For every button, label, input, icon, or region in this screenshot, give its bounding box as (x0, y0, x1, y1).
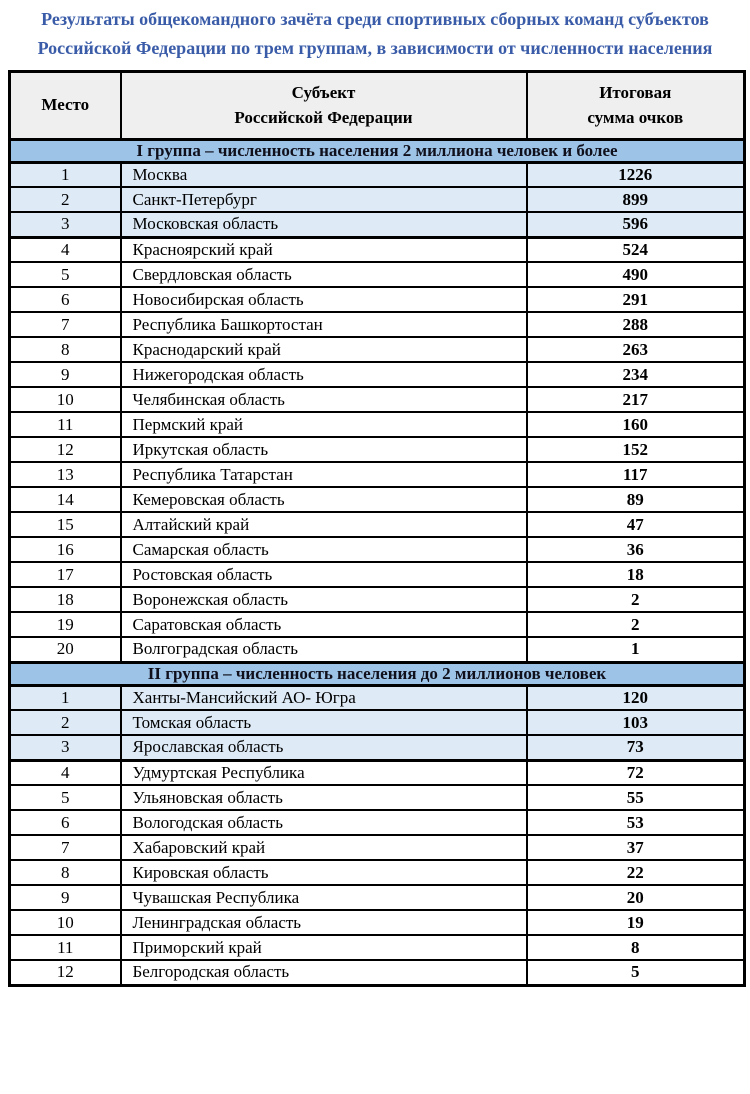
score-cell: 1226 (527, 162, 745, 187)
group-header-label: I группа – численность населения 2 миллиона человек и более (10, 139, 745, 162)
score-cell: 89 (527, 487, 745, 512)
score-cell: 22 (527, 860, 745, 885)
subject-cell: Московская область (121, 212, 527, 237)
score-cell: 5 (527, 960, 745, 985)
subject-cell: Красноярский край (121, 237, 527, 262)
place-cell: 9 (10, 362, 121, 387)
place-cell: 6 (10, 287, 121, 312)
score-cell: 103 (527, 710, 745, 735)
table-row (10, 860, 745, 885)
subject-cell: Алтайский край (121, 512, 527, 537)
place-cell: 6 (10, 810, 121, 835)
subject-cell: Ярославская область (121, 735, 527, 760)
place-cell: 3 (10, 212, 121, 237)
place-cell: 10 (10, 910, 121, 935)
table-row (10, 587, 745, 612)
place-cell: 7 (10, 835, 121, 860)
subject-cell: Республика Татарстан (121, 462, 527, 487)
table-row (10, 910, 745, 935)
subject-cell: Чувашская Республика (121, 885, 527, 910)
score-cell: 524 (527, 237, 745, 262)
place-cell: 1 (10, 162, 121, 187)
place-cell: 9 (10, 885, 121, 910)
score-cell: 73 (527, 735, 745, 760)
score-cell: 117 (527, 462, 745, 487)
results-table-body (10, 139, 745, 985)
subject-cell: Республика Башкортостан (121, 312, 527, 337)
score-cell: 1 (527, 637, 745, 662)
col-header-score (527, 71, 745, 139)
score-cell: 234 (527, 362, 745, 387)
place-cell: 14 (10, 487, 121, 512)
score-cell: 20 (527, 885, 745, 910)
subject-cell: Челябинская область (121, 387, 527, 412)
subject-cell: Ульяновская область (121, 785, 527, 810)
subject-cell: Ростовская область (121, 562, 527, 587)
subject-cell: Кемеровская область (121, 487, 527, 512)
score-cell: 72 (527, 760, 745, 785)
place-cell: 8 (10, 337, 121, 362)
table-row (10, 885, 745, 910)
subject-cell: Ленинградская область (121, 910, 527, 935)
subject-cell: Саратовская область (121, 612, 527, 637)
subject-cell: Томская область (121, 710, 527, 735)
table-header-row (10, 71, 745, 139)
place-cell: 7 (10, 312, 121, 337)
subject-cell: Иркутская область (121, 437, 527, 462)
place-cell: 12 (10, 437, 121, 462)
score-cell: 2 (527, 587, 745, 612)
score-cell: 55 (527, 785, 745, 810)
score-cell: 152 (527, 437, 745, 462)
subject-cell: Хабаровский край (121, 835, 527, 860)
table-row (10, 412, 745, 437)
table-row (10, 212, 745, 237)
table-row (10, 187, 745, 212)
table-row (10, 637, 745, 662)
place-cell: 10 (10, 387, 121, 412)
subject-cell: Самарская область (121, 537, 527, 562)
place-cell: 1 (10, 685, 121, 710)
table-row (10, 162, 745, 187)
table-row (10, 710, 745, 735)
table-row (10, 362, 745, 387)
place-cell: 19 (10, 612, 121, 637)
col-header-score-line2: сумма очков (587, 108, 684, 128)
table-row (10, 960, 745, 985)
col-header-subject-line1: Субъект (291, 82, 356, 102)
score-cell: 47 (527, 512, 745, 537)
place-cell: 4 (10, 760, 121, 785)
subject-cell: Белгородская область (121, 960, 527, 985)
table-row (10, 537, 745, 562)
score-cell: 263 (527, 337, 745, 362)
group-header-label: II группа – численность населения до 2 миллионов человек (10, 662, 745, 685)
col-header-subject-line2: Российской Федерации (234, 108, 413, 128)
table-row (10, 810, 745, 835)
table-row (10, 562, 745, 587)
place-cell: 13 (10, 462, 121, 487)
score-cell: 36 (527, 537, 745, 562)
place-cell: 5 (10, 785, 121, 810)
subject-cell: Свердловская область (121, 262, 527, 287)
group-header-row (10, 139, 745, 162)
subject-cell: Новосибирская область (121, 287, 527, 312)
results-table (8, 70, 746, 987)
table-row (10, 785, 745, 810)
score-cell: 2 (527, 612, 745, 637)
place-cell: 18 (10, 587, 121, 612)
page-title: Результаты общекомандного зачёта среди спортивных сборных команд субъектов Российской Федерации по трем группам, в зависимости от численности населения (37, 9, 713, 58)
place-cell: 20 (10, 637, 121, 662)
score-cell: 291 (527, 287, 745, 312)
subject-cell: Нижегородская область (121, 362, 527, 387)
place-cell: 4 (10, 237, 121, 262)
table-row (10, 337, 745, 362)
table-row (10, 685, 745, 710)
score-cell: 18 (527, 562, 745, 587)
table-row (10, 287, 745, 312)
place-cell: 5 (10, 262, 121, 287)
table-row (10, 760, 745, 785)
place-cell: 2 (10, 710, 121, 735)
place-cell: 8 (10, 860, 121, 885)
subject-cell: Волгоградская область (121, 637, 527, 662)
subject-cell: Кировская область (121, 860, 527, 885)
place-cell: 12 (10, 960, 121, 985)
place-cell: 2 (10, 187, 121, 212)
score-cell: 53 (527, 810, 745, 835)
subject-cell: Пермский край (121, 412, 527, 437)
table-row (10, 512, 745, 537)
col-header-subject (121, 71, 527, 139)
table-row (10, 312, 745, 337)
table-row (10, 835, 745, 860)
score-cell: 120 (527, 685, 745, 710)
subject-cell: Вологодская область (121, 810, 527, 835)
table-row (10, 437, 745, 462)
subject-cell: Воронежская область (121, 587, 527, 612)
col-header-place (10, 71, 121, 139)
place-cell: 17 (10, 562, 121, 587)
score-cell: 490 (527, 262, 745, 287)
subject-cell: Москва (121, 162, 527, 187)
score-cell: 899 (527, 187, 745, 212)
subject-cell: Краснодарский край (121, 337, 527, 362)
place-cell: 11 (10, 935, 121, 960)
table-row (10, 935, 745, 960)
subject-cell: Удмуртская Республика (121, 760, 527, 785)
score-cell: 160 (527, 412, 745, 437)
score-cell: 217 (527, 387, 745, 412)
score-cell: 288 (527, 312, 745, 337)
score-cell: 596 (527, 212, 745, 237)
table-row (10, 387, 745, 412)
table-row (10, 612, 745, 637)
table-row (10, 262, 745, 287)
place-cell: 15 (10, 512, 121, 537)
group-header-row (10, 662, 745, 685)
score-cell: 19 (527, 910, 745, 935)
table-row (10, 487, 745, 512)
subject-cell: Приморский край (121, 935, 527, 960)
col-header-place-label: Место (41, 95, 90, 115)
table-row (10, 237, 745, 262)
place-cell: 16 (10, 537, 121, 562)
place-cell: 3 (10, 735, 121, 760)
score-cell: 8 (527, 935, 745, 960)
place-cell: 11 (10, 412, 121, 437)
subject-cell: Ханты-Мансийский АО- Югра (121, 685, 527, 710)
col-header-score-line1: Итоговая (599, 82, 672, 102)
score-cell: 37 (527, 835, 745, 860)
subject-cell: Санкт-Петербург (121, 187, 527, 212)
table-row (10, 735, 745, 760)
table-row (10, 462, 745, 487)
